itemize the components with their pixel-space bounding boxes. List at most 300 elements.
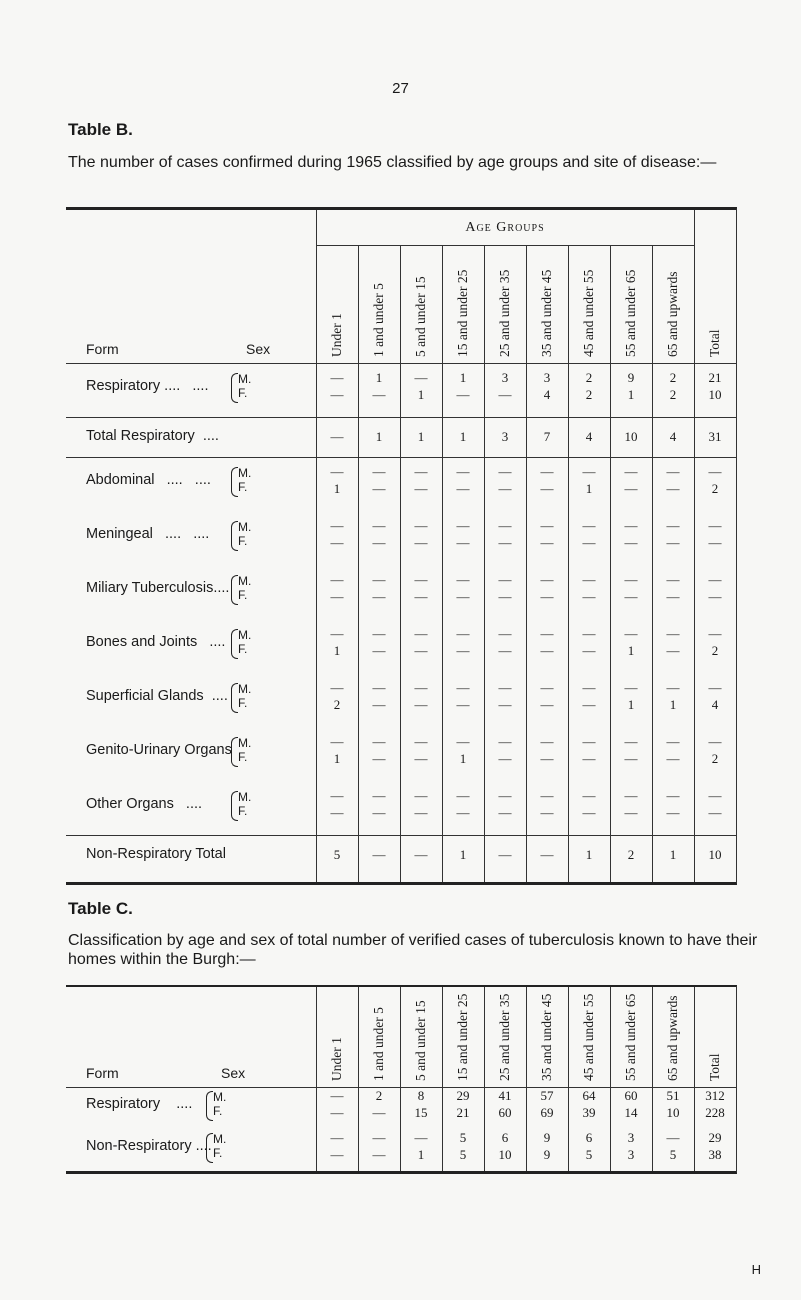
cell-m: — [582,626,596,641]
cell-m: — [498,788,512,803]
cell-total: 4 [585,429,593,444]
header-rule [66,363,736,364]
cell-f: 1 [459,751,467,766]
cell-m: — [666,572,680,587]
column-header: 25 and under 35 [497,269,512,357]
brace-icon [231,575,238,605]
cell-total: 10 [708,847,722,862]
cell-total: 1 [585,847,593,862]
cell-m: 21 [708,370,722,385]
cell-f: 2 [711,643,719,658]
cell-total: 2 [627,847,635,862]
cell-m: — [414,1130,428,1145]
table-b-caption: The number of cases confirmed during 1965 classified by age groups and site of disease:— [68,154,717,171]
cell-m: — [330,1130,344,1145]
row-label: Meningeal .... .... [86,526,210,542]
cell-f: 1 [333,481,341,496]
column-rule [568,245,569,882]
row-rule [66,417,736,418]
cell-total: — [414,847,428,862]
sex-m-label: M. [213,1132,227,1146]
column-header: 15 and under 25 [455,993,470,1081]
table-c [66,985,737,1174]
cell-f: 69 [540,1105,554,1120]
cell-f: — [456,805,470,820]
row-label: Respiratory .... .... [86,378,209,394]
cell-m: — [540,680,554,695]
brace-icon [231,467,238,497]
cell-f: — [414,697,428,712]
cell-f: — [540,589,554,604]
sex-m-label: M. [238,628,252,642]
cell-m: — [414,370,428,385]
cell-m: 41 [498,1088,512,1103]
cell-m: — [498,518,512,533]
cell-f: — [540,697,554,712]
cell-m: — [456,464,470,479]
row-rule [66,457,736,458]
cell-m: — [414,734,428,749]
cell-m: — [414,680,428,695]
cell-f: — [540,535,554,550]
sex-m-label: M. [238,520,252,534]
cell-m: — [666,680,680,695]
column-header: 15 and under 25 [455,269,470,357]
cell-f: — [666,589,680,604]
cell-m: — [708,464,722,479]
sex-f-label: F. [238,534,248,548]
column-rule [358,245,359,882]
brace-icon [206,1133,213,1163]
cell-m: — [666,464,680,479]
cell-m: 57 [540,1088,554,1103]
cell-total: — [540,847,554,862]
cell-f: — [414,805,428,820]
cell-f: — [582,697,596,712]
cell-f: — [708,805,722,820]
sex-f-label: F. [238,588,248,602]
cell-m: — [624,734,638,749]
cell-f: — [456,643,470,658]
cell-f: — [330,535,344,550]
sex-f-label: F. [238,696,248,710]
cell-f: 3 [627,1147,635,1162]
cell-m: — [666,626,680,641]
cell-f: 4 [543,387,551,402]
row-label: Non-Respiratory Total [86,846,226,862]
cell-total: 3 [501,429,509,444]
cell-m: — [582,734,596,749]
cell-f: — [624,481,638,496]
cell-f: — [582,751,596,766]
cell-total: 5 [333,847,341,862]
cell-m: — [414,788,428,803]
cell-f: — [666,643,680,658]
sex-m-label: M. [238,372,252,386]
row-label: Respiratory .... [86,1096,193,1112]
cell-m: — [708,626,722,641]
cell-f: — [498,535,512,550]
row-label: Superficial Glands .... [86,688,228,704]
cell-f: — [624,805,638,820]
column-rule [400,245,401,882]
cell-f: 1 [627,387,635,402]
cell-f: — [540,751,554,766]
cell-m: — [624,680,638,695]
cell-f: — [498,387,512,402]
cell-f: — [582,805,596,820]
cell-f: 228 [705,1105,725,1120]
sex-f-label: F. [238,642,248,656]
cell-f: — [666,535,680,550]
cell-f: — [414,481,428,496]
cell-f: 9 [543,1147,551,1162]
cell-f: 10 [666,1105,680,1120]
cell-f: — [456,535,470,550]
sex-m-label: M. [213,1090,227,1104]
cell-f: — [456,481,470,496]
brace-icon [231,683,238,713]
cell-m: — [498,572,512,587]
form-header: Form [86,341,119,357]
column-header: 55 and under 65 [623,993,638,1081]
cell-f: — [498,643,512,658]
column-header: 65 and upwards [665,271,680,357]
cell-m: 6 [585,1130,593,1145]
cell-f: 1 [417,387,425,402]
cell-total: 1 [375,429,383,444]
cell-f: — [372,1147,386,1162]
cell-m: — [498,464,512,479]
cell-f: 5 [669,1147,677,1162]
sex-f-label: F. [238,804,248,818]
cell-f: 2 [585,387,593,402]
cell-m: — [666,1130,680,1145]
cell-f: — [414,535,428,550]
cell-f: 2 [711,751,719,766]
cell-m: 312 [705,1088,725,1103]
cell-f: 14 [624,1105,638,1120]
cell-total: — [372,847,386,862]
cell-m: — [540,626,554,641]
cell-f: 39 [582,1105,596,1120]
cell-m: — [330,572,344,587]
cell-m: — [414,572,428,587]
cell-m: — [456,518,470,533]
cell-m: — [414,518,428,533]
cell-f: — [624,535,638,550]
column-header: 55 and under 65 [623,269,638,357]
cell-total: 4 [669,429,677,444]
cell-f: — [582,535,596,550]
cell-m: — [540,518,554,533]
cell-m: 5 [459,1130,467,1145]
column-header: 45 and under 55 [581,269,596,357]
cell-m: — [624,788,638,803]
brace-icon [231,791,238,821]
column-rule [652,245,653,882]
cell-total: 1 [459,847,467,862]
cell-f: — [330,805,344,820]
column-header: Under 1 [329,1037,344,1081]
cell-m: — [456,734,470,749]
cell-m: 2 [375,1088,383,1103]
sex-m-label: M. [238,574,252,588]
cell-f: — [414,751,428,766]
cell-f: — [372,589,386,604]
cell-m: — [666,734,680,749]
cell-f: — [624,589,638,604]
column-rule [526,245,527,882]
cell-total: 1 [417,429,425,444]
sex-f-label: F. [238,386,248,400]
brace-icon [206,1091,213,1121]
cell-f: — [372,643,386,658]
cell-m: — [582,788,596,803]
cell-f: — [498,481,512,496]
cell-f: — [540,481,554,496]
sex-f-label: F. [213,1146,223,1160]
corner-mark: H [751,1262,761,1277]
sex-m-label: M. [238,736,252,750]
row-label: Bones and Joints .... [86,634,226,650]
cell-f: 10 [498,1147,512,1162]
column-header: 35 and under 45 [539,993,554,1081]
brace-icon [231,737,238,767]
cell-m: — [456,680,470,695]
cell-m: 1 [375,370,383,385]
cell-total: — [498,847,512,862]
cell-m: — [372,518,386,533]
cell-f: — [624,751,638,766]
cell-m: — [372,734,386,749]
cell-f: — [414,589,428,604]
cell-m: — [330,626,344,641]
cell-m: — [708,734,722,749]
cell-f: — [330,589,344,604]
column-header: 35 and under 45 [539,269,554,357]
cell-f: — [582,643,596,658]
cell-total: 31 [708,429,722,444]
column-header: 5 and under 15 [413,1000,428,1081]
cell-m: — [624,518,638,533]
cell-f: — [708,535,722,550]
cell-m: — [582,464,596,479]
sex-f-label: F. [238,750,248,764]
form-header: Form [86,1065,119,1081]
cell-f: — [498,805,512,820]
table-c-heading: Table C. [68,899,133,918]
column-header: Total [707,329,722,357]
column-header: 1 and under 5 [371,283,386,357]
column-rule [442,245,443,882]
row-rule [66,835,736,836]
cell-f: — [372,535,386,550]
cell-f: — [666,481,680,496]
cell-m: — [582,680,596,695]
cell-m: 1 [459,370,467,385]
cell-m: 9 [543,1130,551,1145]
cell-f: — [372,481,386,496]
cell-f: 5 [459,1147,467,1162]
cell-f: 5 [585,1147,593,1162]
cell-f: 1 [333,751,341,766]
cell-f: — [708,589,722,604]
cell-f: 2 [333,697,341,712]
cell-m: — [330,464,344,479]
cell-total: 1 [459,429,467,444]
cell-m: 3 [543,370,551,385]
cell-m: 51 [666,1088,680,1103]
cell-m: 2 [585,370,593,385]
column-header: Under 1 [329,313,344,357]
brace-icon [231,629,238,659]
cell-m: 9 [627,370,635,385]
cell-f: — [666,805,680,820]
cell-m: 29 [708,1130,722,1145]
cell-f: — [456,697,470,712]
row-label: Total Respiratory .... [86,428,219,444]
cell-f: — [372,805,386,820]
cell-m: — [624,626,638,641]
cell-f: 21 [456,1105,470,1120]
cell-m: — [708,788,722,803]
cell-f: — [498,697,512,712]
cell-m: 3 [627,1130,635,1145]
cell-m: — [330,370,344,385]
cell-total: 10 [624,429,638,444]
cell-f: — [456,589,470,604]
row-label: Non-Respiratory .... [86,1138,212,1154]
cell-m: 60 [624,1088,638,1103]
cell-m: — [330,680,344,695]
cell-m: — [456,572,470,587]
cell-f: 1 [627,643,635,658]
cell-m: — [372,572,386,587]
page-number: 27 [392,80,409,97]
sex-f-label: F. [238,480,248,494]
row-label: Other Organs .... [86,796,203,812]
cell-f: 4 [711,697,719,712]
column-header: 65 and upwards [665,995,680,1081]
cell-m: — [540,464,554,479]
column-header: 45 and under 55 [581,993,596,1081]
cell-m: — [498,680,512,695]
row-label: Abdominal .... .... [86,472,211,488]
cell-f: — [456,387,470,402]
sex-header: Sex [221,1065,246,1081]
cell-f: — [582,589,596,604]
cell-m: — [498,734,512,749]
cell-m: — [414,464,428,479]
cell-m: — [330,518,344,533]
cell-f: 1 [417,1147,425,1162]
cell-m: — [330,734,344,749]
cell-f: — [372,697,386,712]
cell-f: — [372,751,386,766]
age-groups-label: Age Groups [465,220,545,235]
cell-m: 6 [501,1130,509,1145]
cell-m: — [708,572,722,587]
cell-m: — [414,626,428,641]
row-label: Genito-Urinary Organs [86,742,232,758]
cell-total: 7 [543,429,551,444]
cell-m: 3 [501,370,509,385]
cell-f: 2 [669,387,677,402]
table-b-heading: Table B. [68,120,133,139]
cell-total: 1 [669,847,677,862]
column-header: 5 and under 15 [413,276,428,357]
cell-f: 1 [669,697,677,712]
cell-f: — [540,805,554,820]
cell-m: — [708,518,722,533]
cell-m: — [330,788,344,803]
sex-header: Sex [246,341,271,357]
cell-m: — [372,1130,386,1145]
cell-f: 60 [498,1105,512,1120]
brace-icon [231,373,238,403]
cell-f: 15 [414,1105,428,1120]
cell-f: — [372,387,386,402]
cell-m: 2 [669,370,677,385]
cell-m: — [372,464,386,479]
cell-m: — [498,626,512,641]
cell-m: — [540,734,554,749]
cell-m: — [540,788,554,803]
cell-m: — [456,788,470,803]
cell-f: 1 [333,643,341,658]
sex-m-label: M. [238,682,252,696]
cell-f: 38 [708,1147,722,1162]
sex-f-label: F. [213,1104,223,1118]
cell-m: — [330,1088,344,1103]
cell-m: — [582,518,596,533]
column-header: 1 and under 5 [371,1007,386,1081]
column-header: 25 and under 35 [497,993,512,1081]
cell-m: — [624,572,638,587]
sex-m-label: M. [238,466,252,480]
cell-m: — [456,626,470,641]
cell-f: — [666,751,680,766]
column-rule [484,245,485,882]
cell-m: 29 [456,1088,470,1103]
cell-m: 64 [582,1088,596,1103]
cell-m: — [372,680,386,695]
cell-f: — [372,1105,386,1120]
sex-m-label: M. [238,790,252,804]
cell-total: — [330,429,344,444]
cell-m: — [372,788,386,803]
brace-icon [231,521,238,551]
cell-f: 10 [708,387,722,402]
cell-m: — [666,518,680,533]
cell-f: — [330,1105,344,1120]
row-label: Miliary Tuberculosis.... [86,580,230,596]
cell-f: — [498,751,512,766]
cell-f: — [330,387,344,402]
cell-f: — [330,1147,344,1162]
cell-f: — [498,589,512,604]
cell-f: 2 [711,481,719,496]
cell-m: — [708,680,722,695]
column-header: Total [707,1053,722,1081]
age-groups-rule [316,245,694,246]
column-rule [610,245,611,882]
table-c-caption: Classification by age and sex of total number of verified cases of tuberculosis known to have their homes within the Burgh:— [68,932,758,968]
cell-f: 1 [585,481,593,496]
cell-f: — [540,643,554,658]
cell-m: — [666,788,680,803]
